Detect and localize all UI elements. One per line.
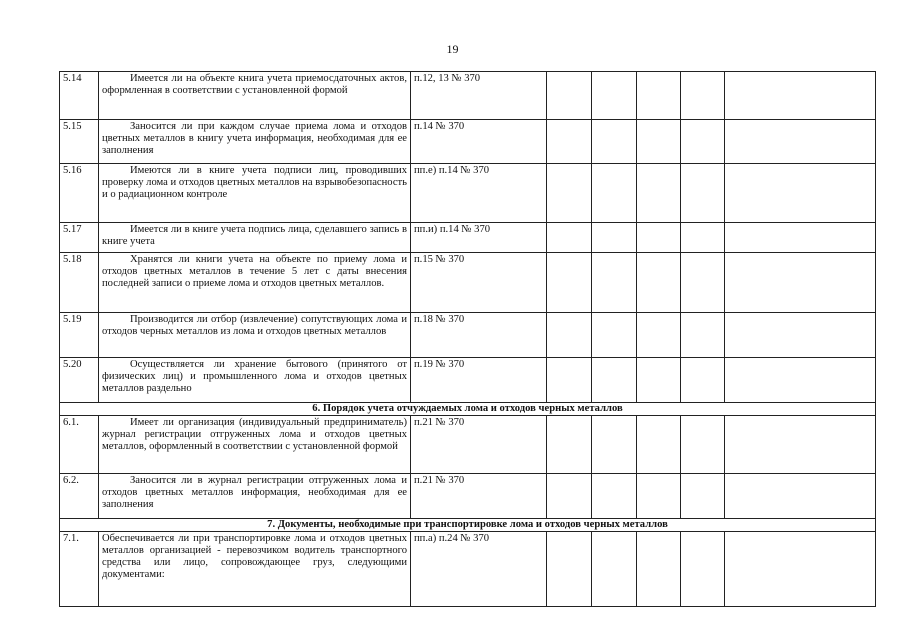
question-text: Имеются ли в книге учета подписи лиц, проводивших проверку лома и отходов цветных металлов на взрывобезопасность и о радиационном контроле xyxy=(99,164,411,223)
answer-cell[interactable] xyxy=(547,164,592,223)
note-cell[interactable] xyxy=(725,358,876,403)
answer-cell[interactable] xyxy=(637,120,681,164)
answer-cell[interactable] xyxy=(681,120,725,164)
table-row xyxy=(60,416,876,474)
answer-cell[interactable] xyxy=(547,223,592,253)
regulation-reference: п.21 № 370 xyxy=(411,474,547,519)
table-row xyxy=(60,120,876,164)
note-cell[interactable] xyxy=(725,223,876,253)
note-cell[interactable] xyxy=(725,164,876,223)
regulation-reference: п.15 № 370 xyxy=(411,253,547,313)
answer-cell[interactable] xyxy=(547,72,592,120)
answer-cell[interactable] xyxy=(592,532,637,607)
answer-cell[interactable] xyxy=(592,72,637,120)
table-row xyxy=(60,474,876,519)
item-number: 5.20 xyxy=(60,358,99,403)
answer-cell[interactable] xyxy=(592,474,637,519)
note-cell[interactable] xyxy=(725,120,876,164)
answer-cell[interactable] xyxy=(592,416,637,474)
answer-cell[interactable] xyxy=(681,313,725,358)
answer-cell[interactable] xyxy=(637,223,681,253)
item-number: 7.1. xyxy=(60,532,99,607)
question-text: Производится ли отбор (извлечение) сопутствующих лома и отходов черных металлов из лома и отходов цветных металлов xyxy=(99,313,411,358)
note-cell[interactable] xyxy=(725,313,876,358)
answer-cell[interactable] xyxy=(592,164,637,223)
regulation-reference: пп.а) п.24 № 370 xyxy=(411,532,547,607)
question-text: Заносится ли при каждом случае приема лома и отходов цветных металлов в книгу учета информация, необходимая для ее заполнения xyxy=(99,120,411,164)
answer-cell[interactable] xyxy=(547,358,592,403)
regulation-reference: п.18 № 370 xyxy=(411,313,547,358)
answer-cell[interactable] xyxy=(637,313,681,358)
answer-cell[interactable] xyxy=(637,532,681,607)
note-cell[interactable] xyxy=(725,416,876,474)
item-number: 5.19 xyxy=(60,313,99,358)
answer-cell[interactable] xyxy=(637,358,681,403)
answer-cell[interactable] xyxy=(681,223,725,253)
section-title: 7. Документы, необходимые при транспортировке лома и отходов черных металлов xyxy=(60,519,876,532)
answer-cell[interactable] xyxy=(592,223,637,253)
item-number: 5.16 xyxy=(60,164,99,223)
regulation-reference: п.21 № 370 xyxy=(411,416,547,474)
table-row xyxy=(60,532,876,607)
answer-cell[interactable] xyxy=(637,253,681,313)
answer-cell[interactable] xyxy=(592,253,637,313)
item-number: 5.15 xyxy=(60,120,99,164)
item-number: 5.14 xyxy=(60,72,99,120)
regulation-reference: п.14 № 370 xyxy=(411,120,547,164)
checklist-table xyxy=(59,71,876,607)
question-text: Имеет ли организация (индивидуальный предприниматель) журнал регистрации отгруженных лома и отходов цветных металлов, оформленный в соответствии с установленной формой xyxy=(99,416,411,474)
answer-cell[interactable] xyxy=(637,474,681,519)
answer-cell[interactable] xyxy=(637,72,681,120)
question-text: Обеспечивается ли при транспортировке лома и отходов цветных металлов организацией - перевозчиком водитель транспортного средства или лицо, сопровождающее груз, следующими документами: xyxy=(99,532,411,607)
question-text: Заносится ли в журнал регистрации отгруженных лома и отходов цветных металлов информация, необходимая для ее заполнения xyxy=(99,474,411,519)
page-number: 19 xyxy=(446,42,459,56)
answer-cell[interactable] xyxy=(681,72,725,120)
regulation-reference: п.19 № 370 xyxy=(411,358,547,403)
note-cell[interactable] xyxy=(725,532,876,607)
answer-cell[interactable] xyxy=(592,313,637,358)
answer-cell[interactable] xyxy=(681,532,725,607)
answer-cell[interactable] xyxy=(547,253,592,313)
table-row xyxy=(60,253,876,313)
table-row xyxy=(60,358,876,403)
section-heading-row xyxy=(60,403,876,416)
answer-cell[interactable] xyxy=(637,164,681,223)
regulation-reference: п.12, 13 № 370 xyxy=(411,72,547,120)
answer-cell[interactable] xyxy=(681,253,725,313)
table-row xyxy=(60,72,876,120)
table-row xyxy=(60,164,876,223)
note-cell[interactable] xyxy=(725,474,876,519)
question-text: Осуществляется ли хранение бытового (принятого от физических лиц) и промышленного лома и отходов цветных металлов раздельно xyxy=(99,358,411,403)
answer-cell[interactable] xyxy=(547,532,592,607)
answer-cell[interactable] xyxy=(681,164,725,223)
table-row xyxy=(60,223,876,253)
answer-cell[interactable] xyxy=(547,416,592,474)
answer-cell[interactable] xyxy=(637,416,681,474)
note-cell[interactable] xyxy=(725,72,876,120)
item-number: 6.2. xyxy=(60,474,99,519)
item-number: 6.1. xyxy=(60,416,99,474)
question-text: Имеется ли в книге учета подпись лица, сделавшего запись в книге учета xyxy=(99,223,411,253)
question-text: Имеется ли на объекте книга учета приемосдаточных актов, оформленная в соответствии с установленной формой xyxy=(99,72,411,120)
regulation-reference: пп.е) п.14 № 370 xyxy=(411,164,547,223)
answer-cell[interactable] xyxy=(592,120,637,164)
answer-cell[interactable] xyxy=(681,474,725,519)
regulation-reference: пп.и) п.14 № 370 xyxy=(411,223,547,253)
answer-cell[interactable] xyxy=(547,120,592,164)
answer-cell[interactable] xyxy=(547,474,592,519)
answer-cell[interactable] xyxy=(681,416,725,474)
item-number: 5.17 xyxy=(60,223,99,253)
answer-cell[interactable] xyxy=(547,313,592,358)
answer-cell[interactable] xyxy=(681,358,725,403)
section-heading-row xyxy=(60,519,876,532)
answer-cell[interactable] xyxy=(592,358,637,403)
item-number: 5.18 xyxy=(60,253,99,313)
note-cell[interactable] xyxy=(725,253,876,313)
table-row xyxy=(60,313,876,358)
question-text: Хранятся ли книги учета на объекте по приему лома и отходов цветных металлов в течение 5 лет с даты внесения последней записи о приеме лома и отходов цветных металлов. xyxy=(99,253,411,313)
section-title: 6. Порядок учета отчуждаемых лома и отходов черных металлов xyxy=(60,403,876,416)
